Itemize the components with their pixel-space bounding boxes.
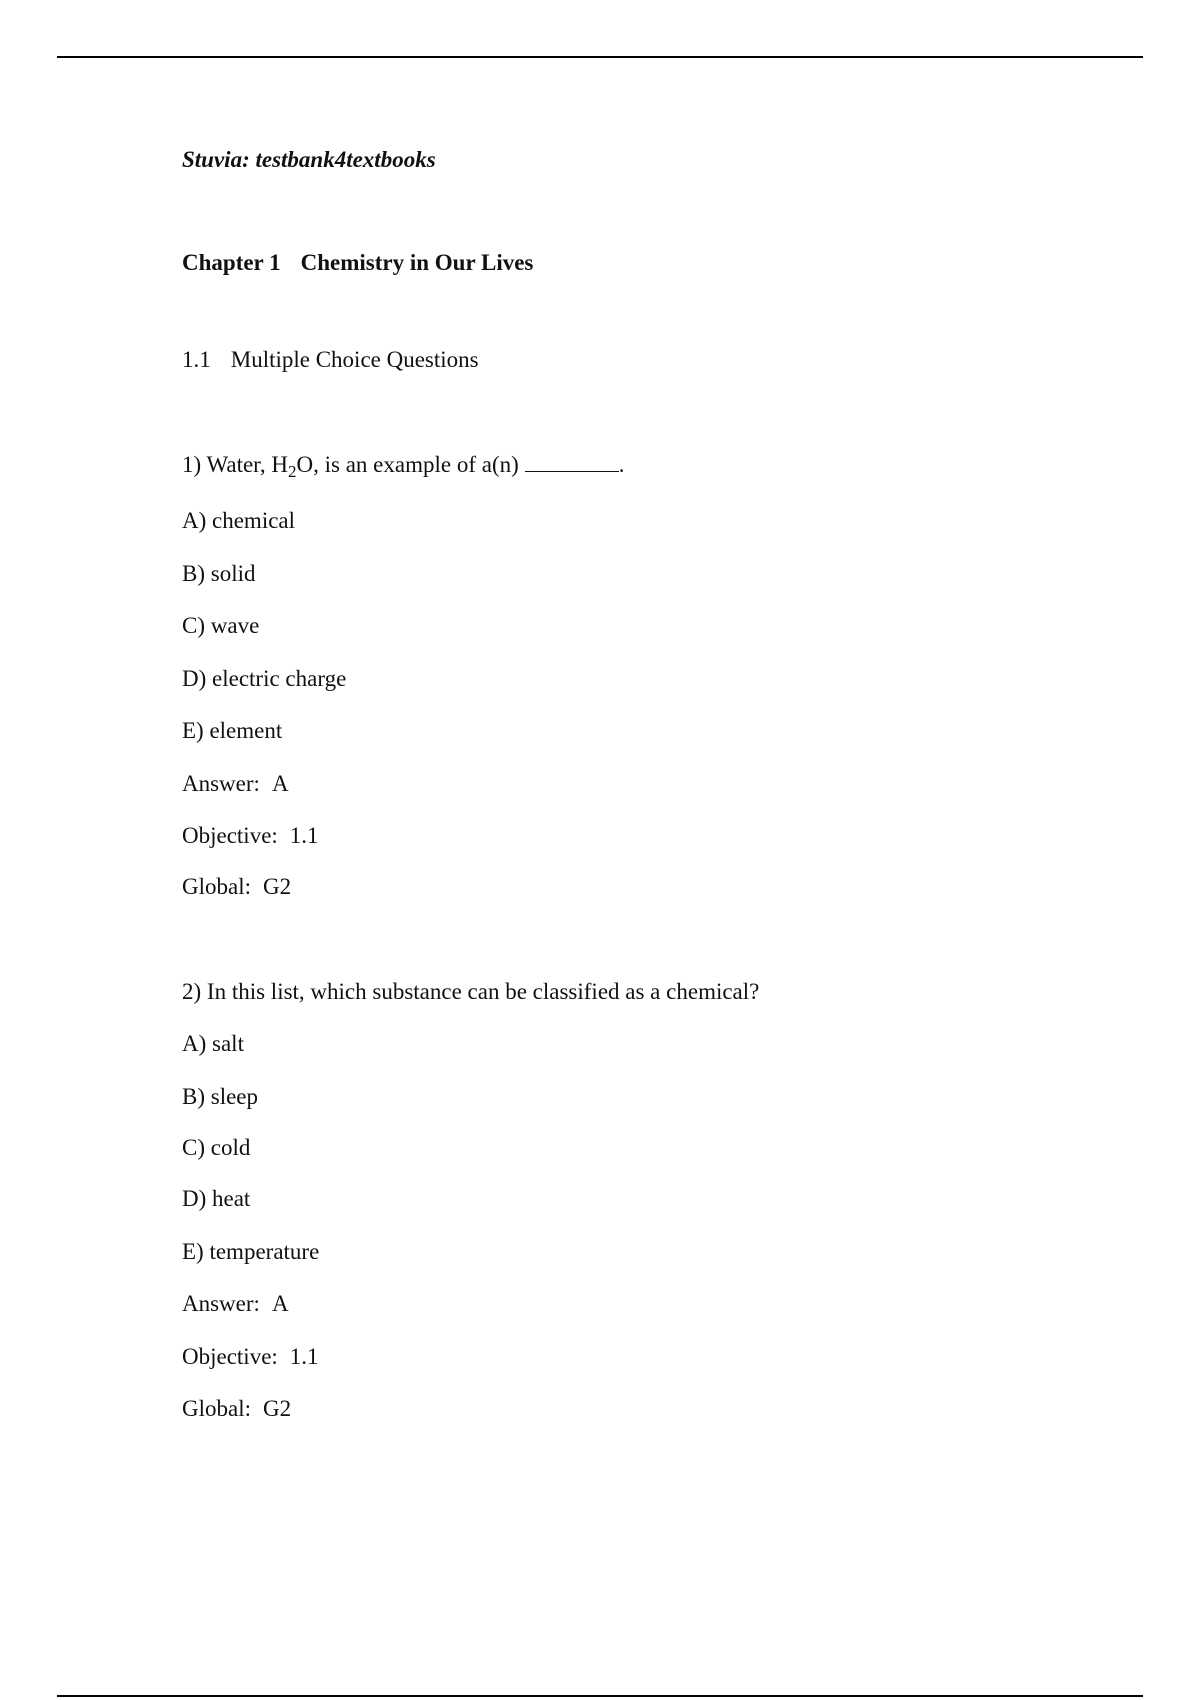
question-2-stem: 2) In this list, which substance can be classified as a chemical?	[182, 979, 760, 1004]
question-2-option-a: A) salt	[182, 1031, 244, 1056]
question-2-option-c: C) cold	[182, 1135, 251, 1160]
section-heading	[182, 346, 479, 374]
question-2-objective	[182, 1343, 319, 1371]
brand-label: Stuvia: testbank4textbooks	[182, 147, 436, 172]
answer-label: Answer:	[182, 1291, 260, 1316]
question-1-stem-end: .	[618, 452, 625, 477]
global-value: G2	[263, 1396, 292, 1421]
objective-value: 1.1	[289, 823, 319, 848]
global-value: G2	[263, 874, 292, 899]
question-2-option-b: B) sleep	[182, 1084, 259, 1109]
answer-value: A	[271, 1291, 289, 1316]
question-1-option-c: C) wave	[182, 613, 260, 638]
answer-value: A	[271, 771, 289, 796]
question-1-option-a: A) chemical	[182, 508, 296, 533]
question-1-global	[182, 873, 291, 901]
question-2-answer	[182, 1290, 289, 1318]
section-title: Multiple Choice Questions	[230, 347, 479, 372]
answer-blank	[525, 451, 619, 472]
footer-rule	[57, 1695, 1143, 1697]
header-rule	[57, 56, 1143, 58]
question-1-option-d: D) electric charge	[182, 666, 347, 691]
question-2-option-d: D) heat	[182, 1186, 251, 1211]
question-1-answer	[182, 770, 289, 798]
question-2-option-e: E) temperature	[182, 1239, 320, 1264]
chapter-title: Chemistry in Our Lives	[300, 250, 534, 275]
objective-label: Objective:	[182, 1344, 278, 1369]
section-number: 1.1	[182, 347, 211, 372]
question-1-objective	[182, 822, 319, 850]
global-label: Global:	[182, 1396, 251, 1421]
question-1-stem-suffix: O, is an example of a(n)	[296, 452, 519, 477]
question-2-global	[182, 1395, 291, 1423]
objective-label: Objective:	[182, 823, 278, 848]
chapter-number: Chapter 1	[182, 250, 281, 275]
chapter-heading	[182, 249, 533, 277]
global-label: Global:	[182, 874, 251, 899]
objective-value: 1.1	[289, 1344, 319, 1369]
question-1-stem-prefix: 1) Water, H	[182, 452, 289, 477]
answer-label: Answer:	[182, 771, 260, 796]
question-1-option-b: B) solid	[182, 561, 256, 586]
question-1-stem	[182, 451, 625, 481]
question-1-subscript: 2	[288, 462, 297, 481]
question-1-option-e: E) element	[182, 718, 283, 743]
